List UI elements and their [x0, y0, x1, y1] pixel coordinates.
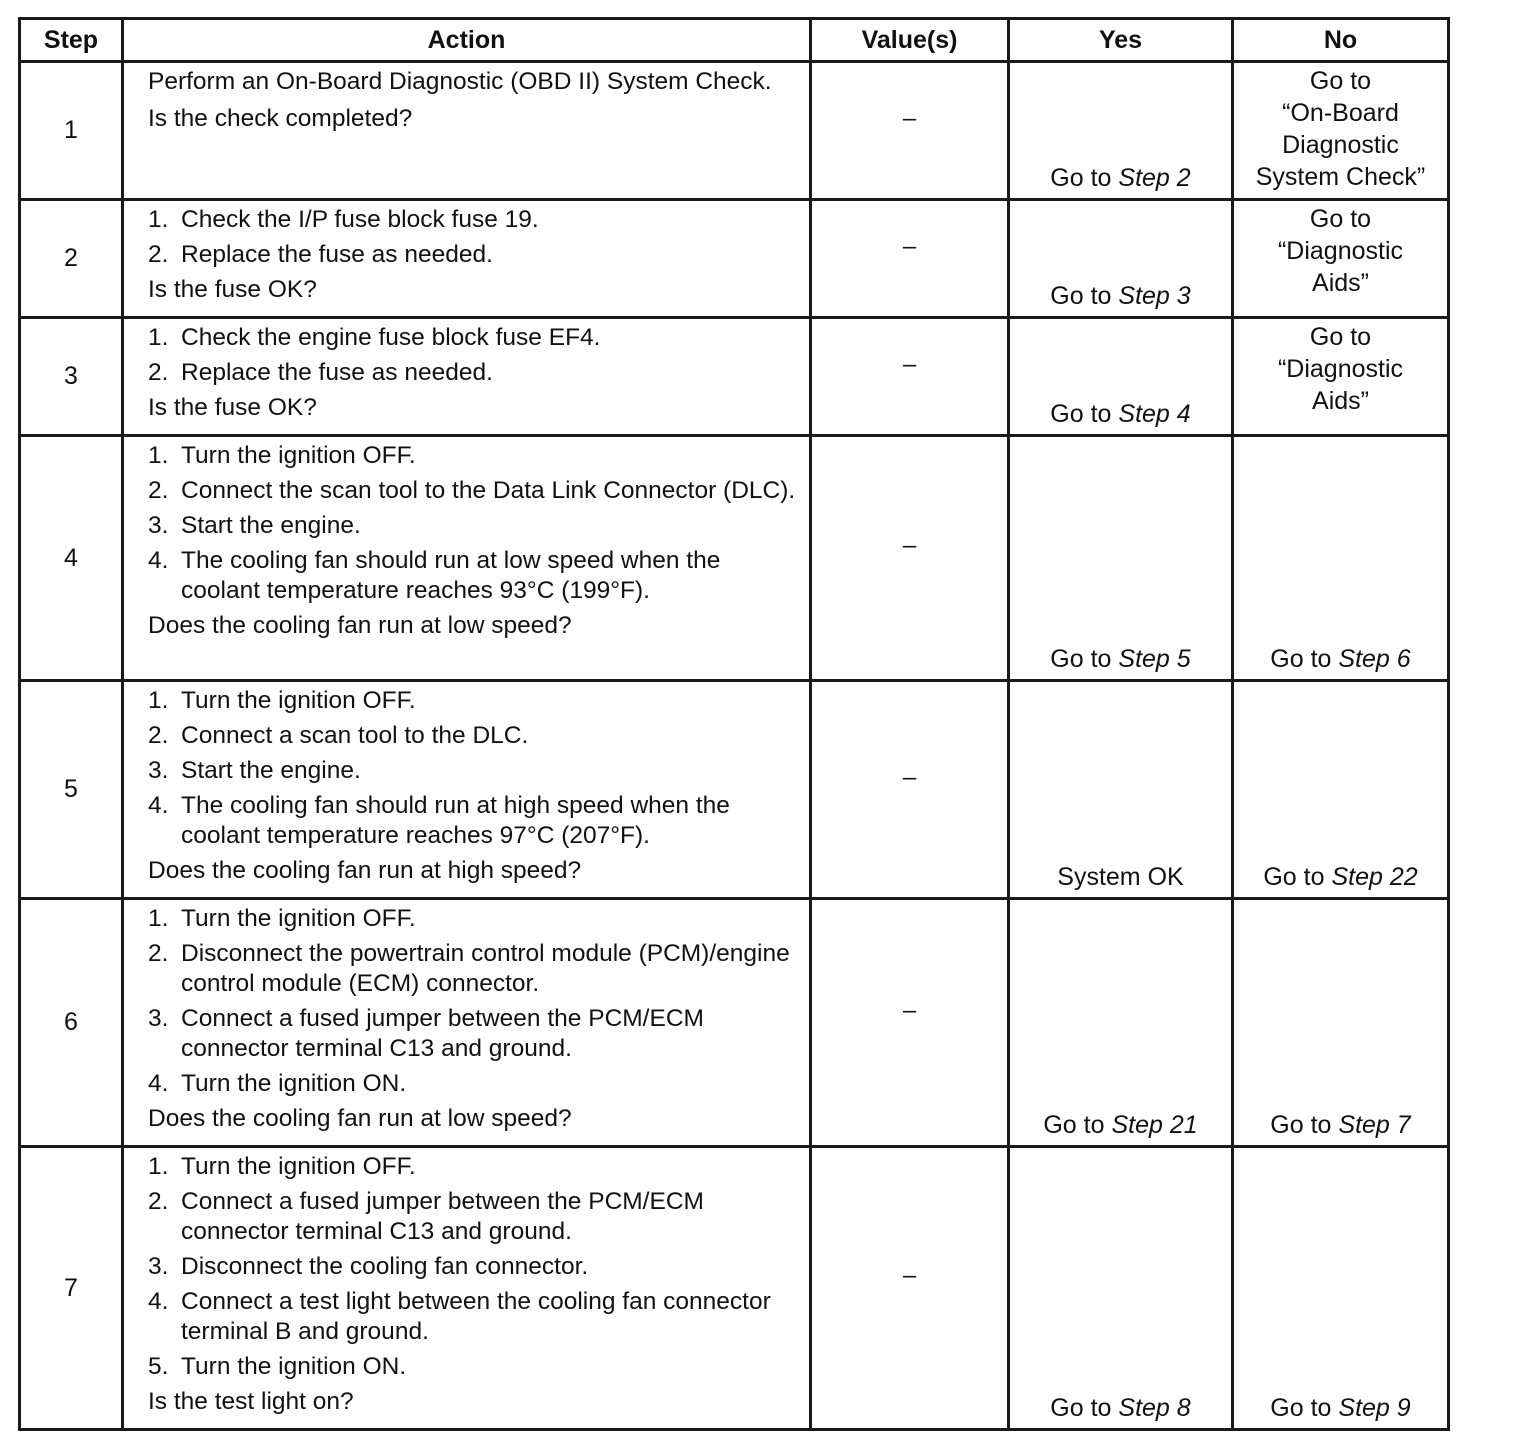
item-text: Check the engine fuse block fuse EF4. — [181, 324, 601, 351]
table-row — [20, 62, 1449, 200]
yes-cell — [1009, 681, 1233, 899]
action-question: Is the check completed? — [148, 105, 413, 132]
item-number: 1. — [148, 1153, 169, 1180]
item-number: 3. — [148, 1005, 169, 1032]
action-item — [148, 511, 799, 541]
action-question: Is the test light on? — [148, 1388, 354, 1415]
yes-step-link[interactable]: Step 3 — [1118, 282, 1191, 310]
table-row — [20, 681, 1449, 899]
action-cell — [123, 1147, 811, 1430]
step-number: 5 — [20, 681, 123, 899]
action-cell — [123, 436, 811, 681]
no-step-link[interactable]: Step 6 — [1338, 645, 1411, 673]
action-item — [148, 441, 799, 471]
action-cell — [123, 62, 811, 200]
item-number: 2. — [148, 722, 169, 749]
value-cell: – — [811, 200, 1009, 318]
item-number: 1. — [148, 905, 169, 932]
no-prefix: Go to — [1263, 863, 1325, 891]
yes-step-link[interactable]: Step 8 — [1118, 1394, 1191, 1422]
item-text: Turn the ignition OFF. — [181, 905, 416, 932]
action-item — [148, 1004, 799, 1064]
item-text: The cooling fan should run at low speed when the coolant temperature reaches 93°C (199°F). — [181, 547, 721, 604]
action-item — [148, 1187, 799, 1247]
action-item — [148, 476, 799, 506]
item-number: 2. — [148, 241, 169, 268]
yes-step-link[interactable]: Step 5 — [1118, 645, 1191, 673]
no-cell — [1233, 318, 1449, 436]
no-cell — [1233, 436, 1449, 681]
item-number: 4. — [148, 547, 169, 574]
action-item — [148, 205, 799, 235]
item-number: 1. — [148, 206, 169, 233]
header-no: No — [1233, 19, 1449, 62]
item-text: Connect a scan tool to the DLC. — [181, 722, 529, 749]
yes-step-link[interactable]: Step 4 — [1118, 400, 1191, 428]
action-item — [148, 904, 799, 934]
value-cell: – — [811, 62, 1009, 200]
action-question: Does the cooling fan run at high speed? — [148, 857, 582, 884]
no-step-link[interactable]: Step 9 — [1338, 1394, 1411, 1422]
item-text: Disconnect the cooling fan connector. — [181, 1253, 589, 1280]
action-text: Perform an On-Board Diagnostic (OBD II) System Check. — [148, 68, 772, 95]
item-number: 1. — [148, 442, 169, 469]
action-item — [148, 323, 799, 353]
header-yes: Yes — [1009, 19, 1233, 62]
yes-prefix: Go to — [1050, 1394, 1112, 1422]
item-text: Connect a fused jumper between the PCM/ECM connector terminal C13 and ground. — [181, 1188, 704, 1245]
action-item — [148, 1352, 799, 1382]
item-number: 4. — [148, 1288, 169, 1315]
item-text: Connect the scan tool to the Data Link Connector (DLC). — [181, 477, 796, 504]
no-prefix: Go to — [1270, 1111, 1332, 1139]
yes-step-link[interactable]: Step 2 — [1118, 164, 1191, 192]
value-cell: – — [811, 1147, 1009, 1430]
yes-cell — [1009, 436, 1233, 681]
step-number: 2 — [20, 200, 123, 318]
table-row — [20, 436, 1449, 681]
no-cell — [1233, 681, 1449, 899]
item-number: 4. — [148, 792, 169, 819]
yes-cell — [1009, 62, 1233, 200]
action-cell — [123, 318, 811, 436]
item-text: Check the I/P fuse block fuse 19. — [181, 206, 539, 233]
action-item — [148, 1287, 799, 1347]
value-cell: – — [811, 899, 1009, 1147]
action-question: Does the cooling fan run at low speed? — [148, 1105, 572, 1132]
action-cell — [123, 899, 811, 1147]
step-number: 4 — [20, 436, 123, 681]
item-number: 2. — [148, 940, 169, 967]
no-link[interactable]: Aids” — [1312, 387, 1369, 415]
diagnostic-table — [18, 17, 1450, 1431]
table-row — [20, 318, 1449, 436]
no-link[interactable]: “Diagnostic — [1277, 355, 1404, 383]
yes-step-link[interactable]: Step 21 — [1111, 1111, 1198, 1139]
action-item — [148, 358, 799, 388]
item-text: Connect a fused jumper between the PCM/ECM connector terminal C13 and ground. — [181, 1005, 704, 1062]
action-cell — [123, 681, 811, 899]
yes-prefix: Go to — [1043, 1111, 1105, 1139]
item-number: 5. — [148, 1353, 169, 1380]
action-question: Does the cooling fan run at low speed? — [148, 612, 572, 639]
no-step-link[interactable]: Step 7 — [1338, 1111, 1411, 1139]
header-row — [20, 19, 1449, 62]
item-text: Turn the ignition OFF. — [181, 442, 416, 469]
item-number: 1. — [148, 687, 169, 714]
no-cell — [1233, 899, 1449, 1147]
yes-prefix: Go to — [1050, 645, 1112, 673]
header-step: Step — [20, 19, 123, 62]
item-text: The cooling fan should run at high speed when the coolant temperature reaches 97°C (207°F). — [181, 792, 730, 849]
header-action: Action — [123, 19, 811, 62]
item-number: 3. — [148, 512, 169, 539]
yes-prefix: Go to — [1050, 164, 1112, 192]
item-number: 1. — [148, 324, 169, 351]
action-item — [148, 1152, 799, 1182]
value-cell: – — [811, 318, 1009, 436]
item-text: Turn the ignition ON. — [181, 1353, 407, 1380]
action-item — [148, 721, 799, 751]
item-text: Replace the fuse as needed. — [181, 359, 493, 386]
header-values: Value(s) — [811, 19, 1009, 62]
item-text: Start the engine. — [181, 512, 361, 539]
item-text: Turn the ignition OFF. — [181, 687, 416, 714]
item-number: 2. — [148, 477, 169, 504]
yes-cell — [1009, 318, 1233, 436]
no-cell — [1233, 1147, 1449, 1430]
action-question: Is the fuse OK? — [148, 394, 317, 421]
item-text: Turn the ignition ON. — [181, 1070, 407, 1097]
action-item — [148, 756, 799, 786]
item-number: 3. — [148, 757, 169, 784]
step-number: 6 — [20, 899, 123, 1147]
item-text: Start the engine. — [181, 757, 361, 784]
action-item — [148, 1252, 799, 1282]
no-link[interactable]: “On-Board — [1282, 99, 1399, 127]
value-cell: – — [811, 436, 1009, 681]
no-step-link[interactable]: Step 22 — [1331, 863, 1418, 891]
action-item — [148, 240, 799, 270]
no-line: Go to — [1309, 205, 1372, 233]
yes-cell — [1009, 899, 1233, 1147]
yes-prefix: Go to — [1050, 282, 1112, 310]
no-link[interactable]: Aids” — [1312, 269, 1369, 297]
action-item — [148, 791, 799, 851]
no-cell — [1233, 200, 1449, 318]
item-number: 2. — [148, 1188, 169, 1215]
step-number: 3 — [20, 318, 123, 436]
item-number: 2. — [148, 359, 169, 386]
yes-cell — [1009, 1147, 1233, 1430]
item-text: Turn the ignition OFF. — [181, 1153, 416, 1180]
action-item — [148, 1069, 799, 1099]
item-text: Disconnect the powertrain control module (PCM)/engine control module (ECM) connector. — [181, 940, 790, 997]
table-row — [20, 899, 1449, 1147]
no-link[interactable]: System Check” — [1255, 163, 1426, 191]
action-item — [148, 939, 799, 999]
action-cell — [123, 200, 811, 318]
item-number: 3. — [148, 1253, 169, 1280]
table-row — [20, 200, 1449, 318]
yes-result: System OK — [1057, 863, 1184, 891]
item-number: 4. — [148, 1070, 169, 1097]
value-cell: – — [811, 681, 1009, 899]
action-question: Is the fuse OK? — [148, 276, 317, 303]
item-text: Replace the fuse as needed. — [181, 241, 493, 268]
no-link[interactable]: “Diagnostic — [1277, 237, 1404, 265]
yes-prefix: Go to — [1050, 400, 1112, 428]
action-item — [148, 546, 799, 606]
step-number: 7 — [20, 1147, 123, 1430]
no-prefix: Go to — [1270, 645, 1332, 673]
item-text: Connect a test light between the cooling fan connector terminal B and ground. — [181, 1288, 771, 1345]
no-link[interactable]: Diagnostic — [1282, 131, 1399, 159]
step-number: 1 — [20, 62, 123, 200]
action-item — [148, 686, 799, 716]
no-prefix: Go to — [1270, 1394, 1332, 1422]
no-line: Go to — [1309, 323, 1372, 351]
no-cell — [1233, 62, 1449, 200]
yes-cell — [1009, 200, 1233, 318]
no-line: Go to — [1309, 67, 1372, 95]
table-row — [20, 1147, 1449, 1430]
